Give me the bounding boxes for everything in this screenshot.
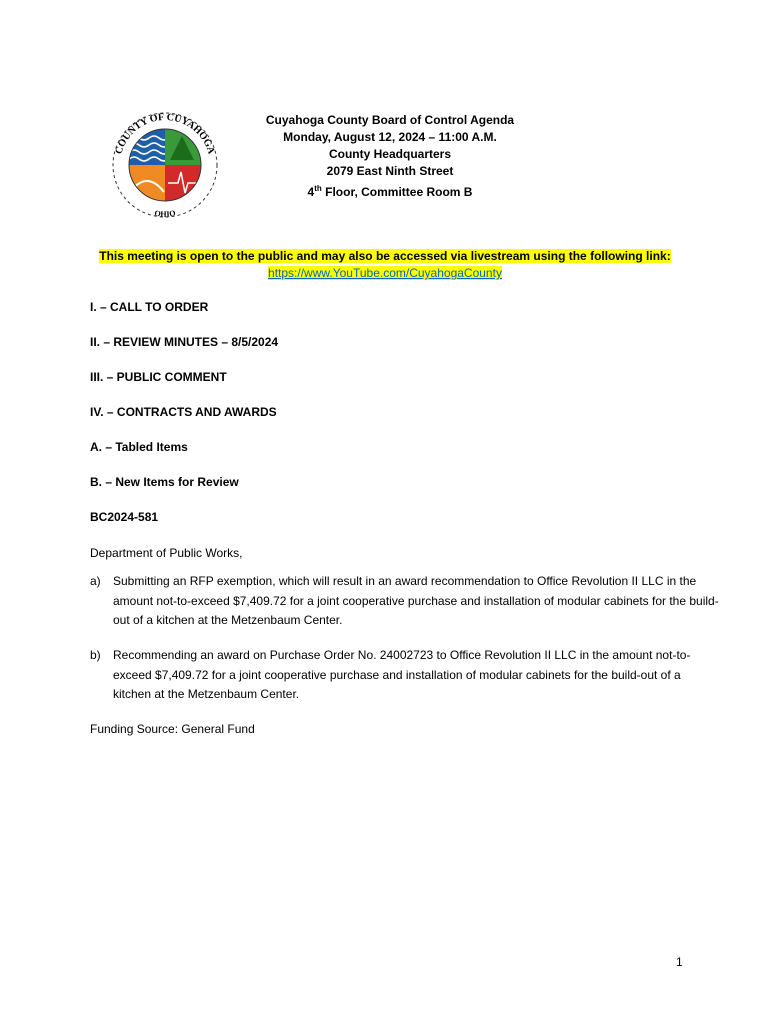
section-call-to-order: I. – CALL TO ORDER xyxy=(90,300,209,314)
section-public-comment: III. – PUBLIC COMMENT xyxy=(90,370,227,384)
list-item-text: Submitting an RFP exemption, which will result in an award recommendation to Office Revolution II LLC in the amount not-to-exceed $7,409.72 for a joint cooperative purchase and installation of modular cabinets for the build-out of a kitchen at the Metzenbaum Center. xyxy=(113,574,719,627)
section-review-minutes: II. – REVIEW MINUTES – 8/5/2024 xyxy=(90,335,279,349)
item-id: BC2024-581 xyxy=(90,510,159,524)
livestream-link[interactable]: https://www.YouTube.com/CuyahogaCounty xyxy=(268,266,502,280)
funding-source: Funding Source: General Fund xyxy=(90,722,255,736)
section-tabled-items: A. – Tabled Items xyxy=(90,440,188,454)
section-new-items: B. – New Items for Review xyxy=(90,475,239,489)
county-seal-logo xyxy=(100,100,230,230)
notice-text: This meeting is open to the public and may also be accessed via livestream using the following link: xyxy=(99,249,671,263)
seal-bottom-text: OHIO xyxy=(153,208,177,219)
public-notice xyxy=(60,248,710,282)
svg-text:OHIO xyxy=(154,209,176,219)
meeting-date: Monday, August 12, 2024 – 11:00 A.M. xyxy=(283,130,497,144)
agenda-header xyxy=(240,112,540,201)
meeting-location: County Headquarters xyxy=(328,147,452,161)
list-item-b xyxy=(90,646,720,705)
list-item-text: Recommending an award on Purchase Order No. 24002723 to Office Revolution II LLC in the amount not-to-exceed $7,409.72 for a joint cooperative purchase and installation of modular cabinets for the build-out of a kitchen at the Metzenbaum Center. xyxy=(113,648,691,701)
list-item-label: b) xyxy=(90,648,101,662)
agenda-title: Cuyahoga County Board of Control Agenda xyxy=(265,113,515,127)
seal-top-text: COUNTY OF CUYAHOGA xyxy=(113,111,217,156)
department-name: Department of Public Works, xyxy=(90,546,243,560)
list-item-label: a) xyxy=(90,574,101,588)
page-number: 1 xyxy=(676,955,683,969)
meeting-address: 2079 East Ninth Street xyxy=(326,164,454,178)
list-item-a xyxy=(90,572,720,631)
section-contracts-awards: IV. – CONTRACTS AND AWARDS xyxy=(90,405,277,419)
meeting-room: 4th Floor, Committee Room B xyxy=(307,184,473,199)
